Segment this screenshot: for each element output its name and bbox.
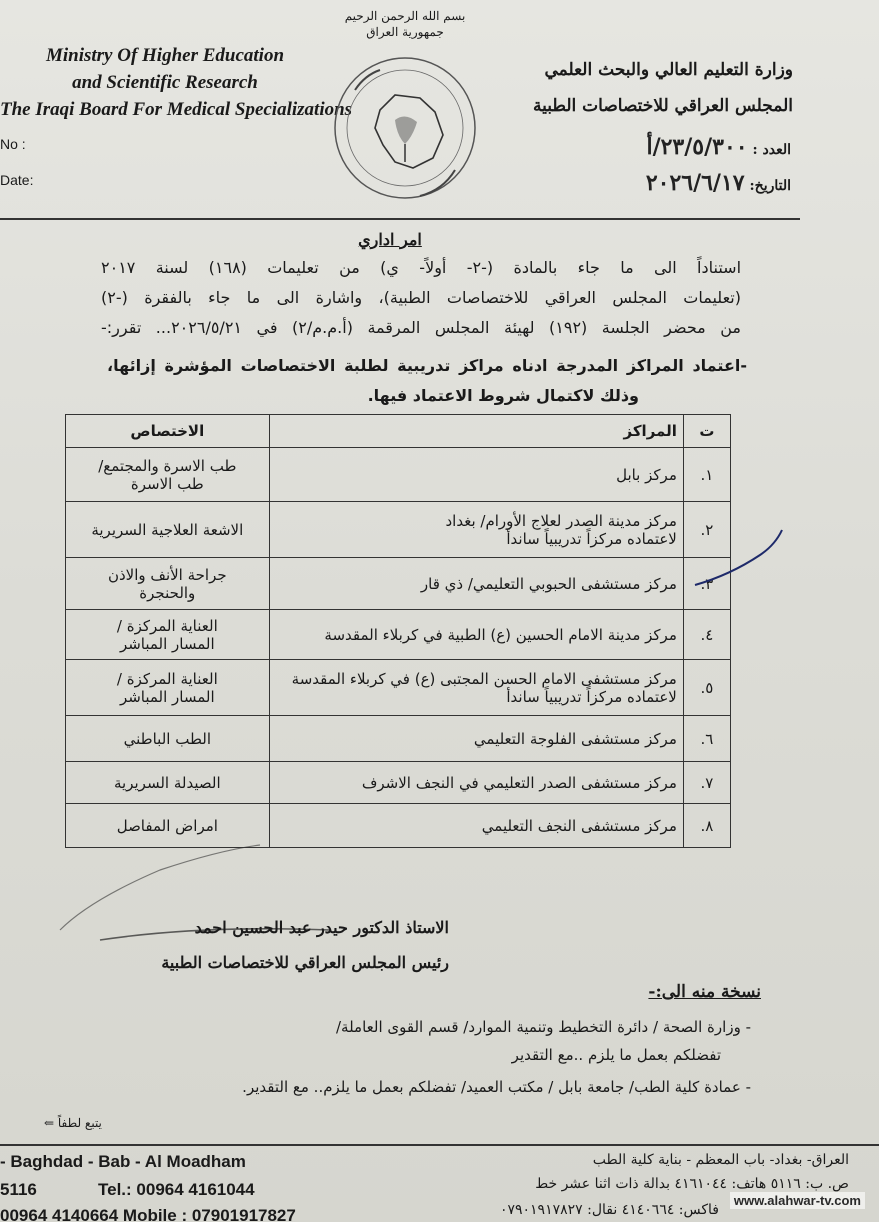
specialty-name-2: المسار المباشر	[119, 634, 215, 653]
center-note: لاعتماده مركزاً تدريبياً ساندأ	[506, 529, 677, 548]
number-value: ٢٣/٥/٣٠٠/أ	[646, 134, 748, 160]
row-no: ١.	[683, 448, 730, 502]
republic-text: جمهورية العراق	[366, 25, 444, 39]
body-line-5: وذلك لاكتمال شروط الاعتماد فيها.	[367, 386, 639, 405]
center-name: مركز مستشفى الامام الحسن المجتبى (ع) في كربلاء المقدسة	[291, 669, 677, 688]
copy-item-2: - عمادة كلية الطب/ جامعة بابل / مكتب العميد/ تفضلكم بعمل ما يلزم.. مع التقدير.	[242, 1078, 751, 1096]
board-name-ar: المجلس العراقي للاختصاصات الطبية	[533, 96, 793, 116]
date-label-en: Date:	[0, 172, 34, 188]
footer-pobox-en: 5116	[0, 1180, 37, 1199]
footer-fax-mobile-en: 00964 4140664 Mobile : 07901917827	[0, 1206, 296, 1222]
follow-note	[44, 1116, 102, 1130]
board-name-en: The Iraqi Board For Medical Specializations	[0, 99, 353, 120]
row-no: ٥.	[683, 660, 730, 716]
center-name: مركز مستشفى الحبوبي التعليمي/ ذي قار	[420, 574, 677, 593]
ministry-name-en-2: and Scientific Research	[72, 72, 258, 93]
body-line-4: -اعتماد المراكز المدرجة ادناه مراكز تدريبية لطلبة الاختصاصات المؤشرة إزائها،	[107, 356, 747, 375]
row-no: ٦.	[683, 716, 730, 762]
header-specialty: الاختصاص	[66, 415, 270, 448]
row-no: ٣.	[683, 558, 730, 610]
date-value: ٢٠٢٦/٦/١٧	[645, 170, 745, 196]
number-label-en: No :	[0, 136, 26, 152]
specialty-name: امراض المفاصل	[116, 816, 218, 835]
row-no: ٢.	[683, 502, 730, 558]
watermark: www.alahwar-tv.com	[730, 1192, 865, 1209]
header-no: ت	[683, 415, 730, 448]
ministry-name-ar: وزارة التعليم العالي والبحث العلمي	[544, 60, 793, 80]
footer-address-ar: العراق- بغداد- باب المعظم - بناية كلية الطب	[592, 1152, 849, 1168]
number-label-ar: العدد :	[752, 142, 791, 158]
signatory-name: الاستاذ الدكتور حيدر عبد الحسين احمد	[194, 918, 449, 937]
header-center: المراكز	[269, 415, 683, 448]
specialty-name: الاشعة العلاجية السريرية	[91, 520, 244, 539]
body-line-3: من محضر الجلسة (١٩٢) لهيئة المجلس المرقمة (أ.م.م/٢) في ٢٠٢٦/٥/٢١... تقرر:-	[101, 318, 742, 337]
center-name: مركز مدينة الصدر لعلاج الأورام/ بغداد	[445, 511, 677, 530]
specialty-name: العناية المركزة /	[116, 616, 218, 635]
specialty-name-2: المسار المباشر	[119, 687, 215, 706]
center-name: مركز مستشفى الفلوجة التعليمي	[473, 729, 677, 748]
center-note: لاعتماده مركزاً تدريبياً ساندأ	[506, 687, 677, 706]
signatory-position: رئيس المجلس العراقي للاختصاصات الطبية	[161, 953, 449, 972]
center-name: مركز بابل	[616, 465, 677, 484]
specialty-name: الصيدلة السريرية	[114, 773, 221, 792]
footer-phone-ar: ص. ب: ٥١١٦ هاتف: ٤١٦١٠٤٤ بدالة ذات اثنا عشر خط	[535, 1176, 849, 1192]
body-line-2: (تعليمات المجلس العراقي للاختصاصات الطبية)، واشارة الى ما جاء بالفقرة (-٢)	[101, 288, 741, 307]
footer-tel-en: Tel.: 00964 4161044	[98, 1180, 255, 1199]
specialty-name: جراحة الأنف والاذن	[107, 565, 227, 584]
specialty-name: الطب الباطني	[123, 729, 211, 748]
copies-title: نسخة منه الى:-	[648, 982, 761, 1002]
specialty-name-2: طب الاسرة	[130, 474, 204, 493]
row-no: ٤.	[683, 610, 730, 660]
row-no: ٧.	[683, 762, 730, 804]
center-name: مركز مستشفى النجف التعليمي	[481, 816, 677, 835]
date-label-ar: التاريخ:	[749, 178, 791, 194]
arrow-left-icon: ⇐	[44, 1116, 55, 1130]
follow-note-text: يتبع لطفاً	[57, 1116, 102, 1130]
footer-divider	[0, 1144, 879, 1146]
specialty-name: طب الاسرة والمجتمع/	[98, 456, 237, 475]
center-name: مركز مستشفى الصدر التعليمي في النجف الاشرف	[361, 773, 677, 792]
footer-fax-ar: فاكس: ٤١٤٠٦٦٤ نقال: ٠٧٩٠١٩١٧٨٢٧	[499, 1202, 719, 1218]
ministry-name-en: Ministry Of Higher Education	[45, 45, 285, 66]
row-no: ٨.	[683, 804, 730, 848]
body-line-1: استناداً الى ما جاء بالمادة (-٢- أولاً- ي) من تعليمات (١٦٨) لسنة ٢٠١٧	[101, 258, 742, 277]
copy-item-1: - وزارة الصحة / دائرة التخطيط وتنمية الموارد/ قسم القوى العاملة/	[335, 1018, 751, 1036]
document-title: امر اداري	[358, 230, 422, 249]
center-name: مركز مدينة الامام الحسين (ع) الطبية في كربلاء المقدسة	[324, 625, 677, 644]
specialty-name-2: والحنجرة	[139, 583, 196, 602]
basmala-text: بسم الله الرحمن الرحيم	[344, 9, 466, 23]
footer-address-en: - Baghdad - Bab - Al Moadham	[0, 1152, 246, 1171]
specialty-name: العناية المركزة /	[116, 669, 218, 688]
copy-item-1b: تفضلكم بعمل ما يلزم ..مع التقدير	[511, 1046, 721, 1064]
